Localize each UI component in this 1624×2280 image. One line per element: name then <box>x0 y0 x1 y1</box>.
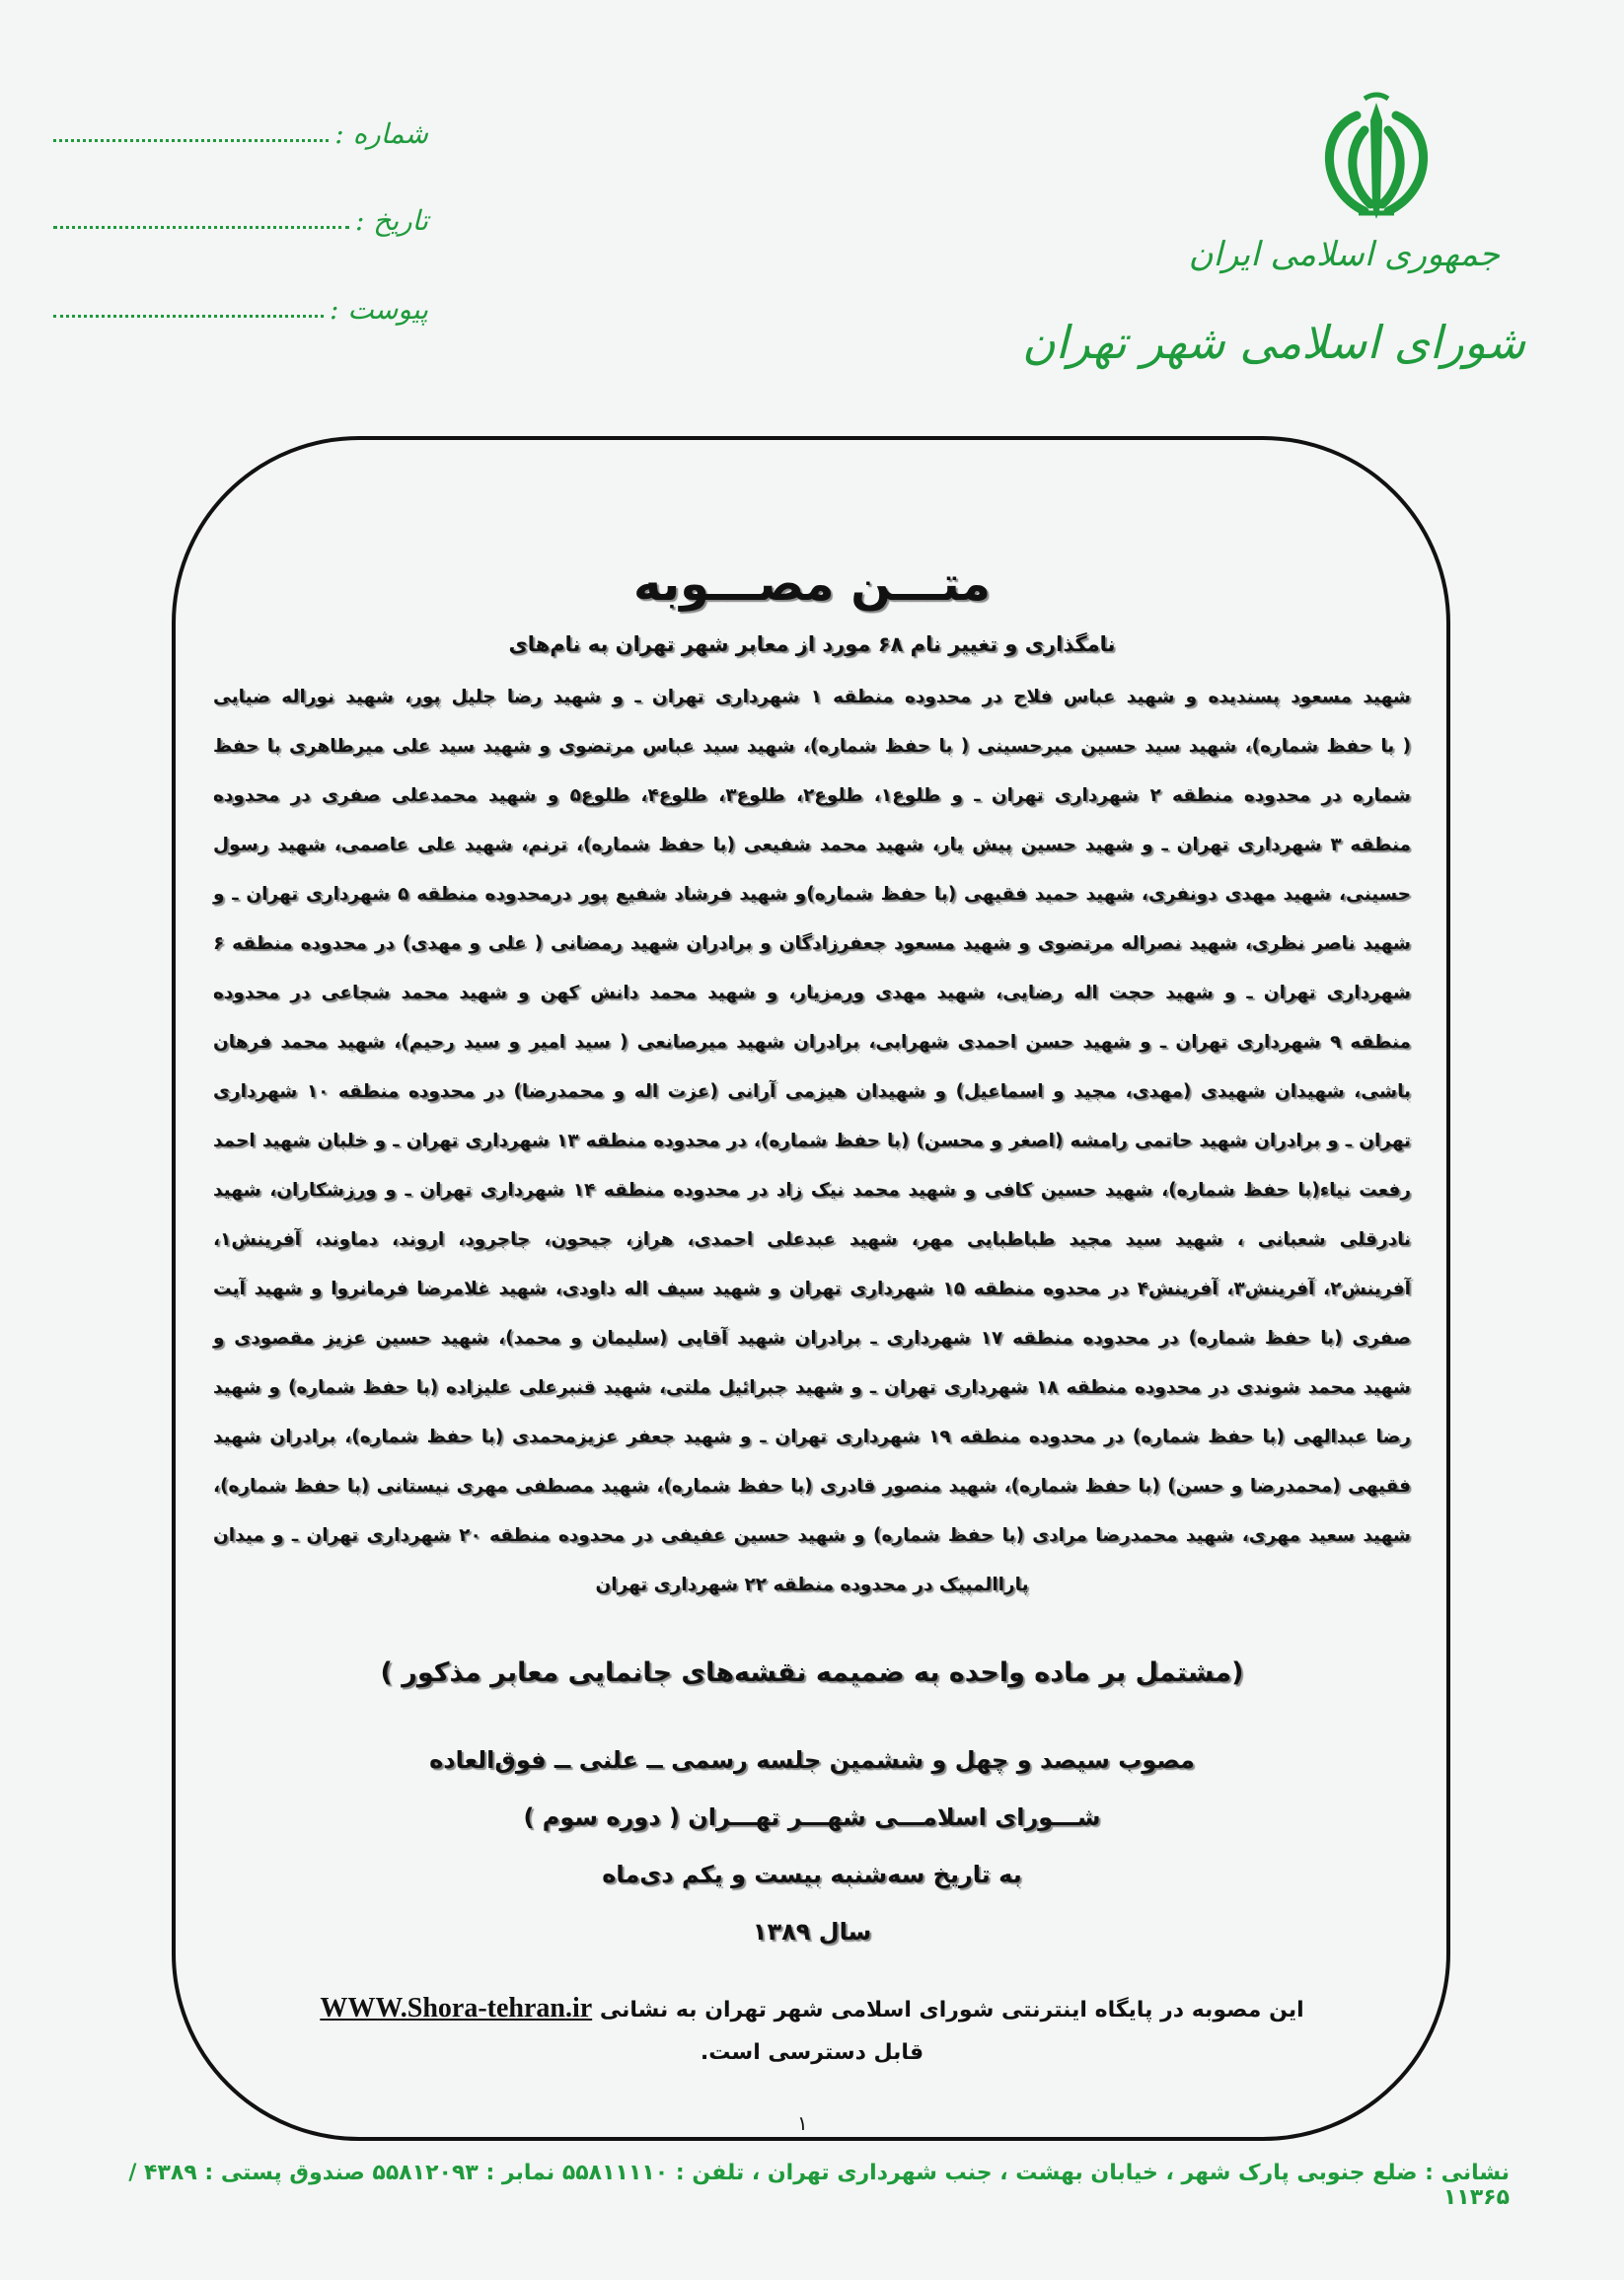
body-line: رضا عبدالهی (با حفظ شماره) در محدوده منطقه ۱۹ شهرداری تهران ـ و شهید جعفر عزیزمحمدی (با حفظ شماره)، برادران شهید <box>213 1427 1411 1447</box>
attachment-field[interactable] <box>53 286 428 326</box>
number-dotted-line <box>53 139 329 142</box>
number-field[interactable] <box>53 110 428 150</box>
approval-date: به تاریخ سه‌شنبه بیست و یکم دی‌ماه <box>602 1861 1022 1888</box>
body-line: شهید سعید مهری، شهید محمدرضا مرادی (با حفظ شماره) و شهید حسین عفیفی در محدوده منطقه ۲۰ شهرداری تهران ـ و میدان <box>213 1525 1411 1546</box>
approval-session: مصوب سیصد و چهل و ششمین جلسه رسمی ــ علنی ــ فوق‌العاده <box>429 1746 1195 1774</box>
body-line: شماره در محدوده منطقه ۲ شهرداری تهران ـ و طلوع۱، طلوع۲، طلوع۳، طلوع۴، طلوع۵ و شهید محمدعلی صفری در محدوده <box>213 785 1412 806</box>
resolution-body <box>213 673 1411 1610</box>
body-line: ( با حفظ شماره)، شهید سید حسین میرحسینی ( با حفظ شماره)، شهید سید عباس مرتضوی و شهید سید علی میرطاهری با حفظ <box>213 736 1411 757</box>
resolution-content <box>213 552 1411 2070</box>
website-note <box>213 1989 1411 2030</box>
resolution-subtitle: نامگذاری و تغییر نام ۶۸ مورد از معابر شهر تهران به نام‌های <box>508 632 1116 656</box>
iran-emblem-icon <box>1307 91 1445 224</box>
body-line: آفرینش۲، آفرینش۳، آفرینش۴ در محدوه منطقه ۱۵ شهرداری تهران و شهید سیف اله داودی، شهید غلامرضا فرمانروا و شهید آیت <box>213 1279 1411 1299</box>
page-number: ۱ <box>797 2111 808 2135</box>
body-line: شهید ناصر نظری، شهید نصراله مرتضوی و شهید مسعود جعفرزادگان و برادران شهید رمضانی ( علی و مهدی) در محدوده منطقه ۶ <box>213 933 1411 954</box>
approval-year: سال ۱۳۸۹ <box>752 1918 872 1946</box>
number-label: شماره : <box>334 117 428 150</box>
attachment-label: پیوست : <box>330 293 428 326</box>
body-line: تهران ـ و برادران شهید حاتمی رامشه (اصغر و محسن) (با حفظ شماره)، در محدوده منطقه ۱۳ شهرداری تهران ـ و خلبان شهید احمد <box>213 1131 1411 1151</box>
date-field[interactable] <box>53 197 428 237</box>
body-line: فقیهی (محمدرضا و حسن) (با حفظ شماره)، شهید منصور قادری (با حفظ شماره)، شهید مصطفی مهری نیستانی (با حفظ شماره)، <box>213 1476 1411 1497</box>
approval-council: شـــورای اسلامـــی شهـــر تهـــران ( دوره سوم ) <box>523 1803 1101 1831</box>
body-line: حسینی، شهید مهدی دونفری، شهید حمید فقیهی (با حفظ شماره)و شهید فرشاد شفیع پور درمحدوده منطقه ۵ شهرداری تهران ـ و <box>213 884 1411 905</box>
body-line: شهید محمد شوندی در محدوده منطقه ۱۸ شهرداری تهران ـ و شهید جبرائیل ملتی، شهید قنبرعلی علیزاده (با حفظ شماره) و شهید <box>213 1377 1411 1398</box>
website-link[interactable]: WWW.Shora-tehran.ir <box>320 1993 593 2023</box>
resolution-title: متـــن مصـــوبه <box>633 556 991 612</box>
date-label: تاریخ : <box>354 204 428 237</box>
body-line: نادرقلی شعبانی ، شهید سید مجید طباطبایی مهر، شهید عبدعلی احمدی، هراز، جیحون، جاجرود، اروند، دماوند، آفرینش۱، <box>213 1229 1411 1250</box>
body-line: شهید مسعود پسندیده و شهید عباس فلاح در محدوده منطقه ۱ شهرداری تهران ـ و شهید رضا جلیل پور، شهید نوراله ضیایی <box>213 687 1412 707</box>
country-name: جمهوری اسلامی ایران <box>1188 235 1500 274</box>
body-line: رفعت نیاء(با حفظ شماره)، شهید حسین کافی و شهید محمد نیک زاد در محدوده منطقه ۱۴ شهرداری تهران ـ و ورزشکاران، شهید <box>213 1180 1411 1201</box>
access-note: قابل دسترسی است. <box>700 2040 924 2065</box>
body-line: پاراالمپیک در محدوده منطقه ۲۲ شهرداری تهران <box>595 1575 1029 1595</box>
footer-address: نشانی : ضلع جنوبی پارک شهر ، خیابان بهشت ، جنب شهرداری تهران ، تلفن : ۵۵۸۱۱۱۱۰ نمابر : ۵۵۸۱۲۰۹۳ صندوق پستی : ۴۳۸۹ / ۱۱۳۶۵ <box>128 2161 1510 2210</box>
date-dotted-line <box>53 226 349 229</box>
body-line: باشی، شهیدان شهیدی (مهدی، مجید و اسماعیل) و شهیدان هیزمی آرانی (عزت اله و محمدرضا) در محدوده منطقه ۱۰ شهرداری <box>213 1081 1412 1102</box>
body-line: منطقه ۳ شهرداری تهران ـ و شهید حسین پیش یار، شهید محمد شفیعی (با حفظ شماره)، ترنم، شهید علی عاصمی، شهید رسول <box>213 835 1411 855</box>
council-name: شورای اسلامی شهر تهران <box>1022 316 1525 369</box>
attachment-dotted-line <box>53 315 324 318</box>
body-line: شهرداری تهران ـ و شهید حجت اله رضایی، شهید مهدی ورمزیار، و شهید محمد دانش کهن و شهید محمد شجاعی در محدوده <box>213 983 1411 1003</box>
website-text: این مصوبه در پایگاه اینترنتی شورای اسلامی شهر تهران به نشانی <box>599 1998 1304 2023</box>
annex-note: (مشتمل بر ماده واحده به ضمیمه نقشه‌های جانمایی معابر مذکور ) <box>380 1657 1244 1688</box>
body-line: منطقه ۹ شهرداری تهران ـ و شهید حسن احمدی شهرابی، برادران شهید میرصانعی ( سید امیر و سید رحیم)، شهید محمد فرهان <box>213 1032 1411 1053</box>
body-line: صفری (با حفظ شماره) در محدوده منطقه ۱۷ شهرداری ـ برادران شهید آقایی (سلیمان و محمد)، شهید حسین عزیز مقصودی و <box>213 1328 1411 1349</box>
